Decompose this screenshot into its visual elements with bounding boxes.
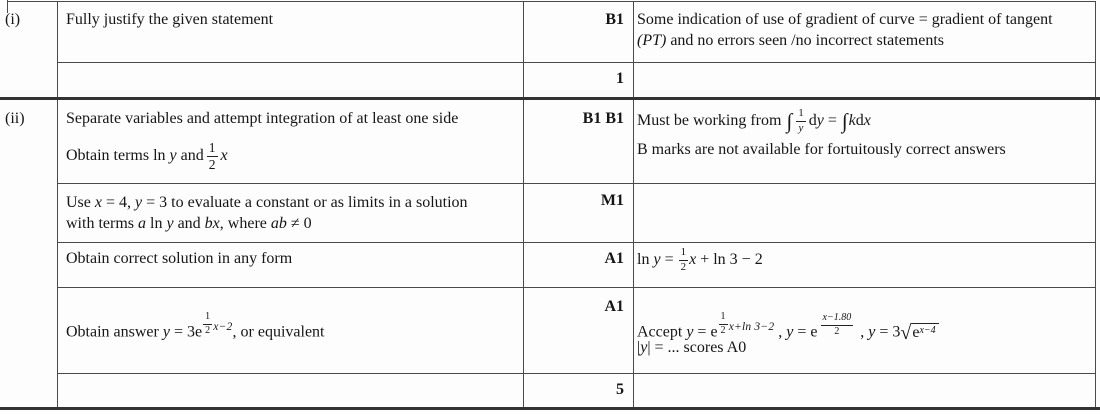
text-fragment: with terms [66,215,138,232]
text-fragment: = e [693,323,718,341]
grid-line-top [7,1,1096,2]
exponent [202,311,233,336]
math-var: y [135,194,143,211]
criterion-r3-line1: Separate variables and attempt integration of at least one side [66,110,459,127]
text-fragment: = 3 [875,323,901,341]
criterion-r4 [66,192,516,234]
frac-numerator: 1 [207,141,218,157]
math-var: ab [270,215,287,232]
text-fragment: Use [66,194,95,211]
math-var: y [166,215,174,232]
text-fragment: and [176,147,204,164]
grid-line-row6 [57,373,1096,374]
criterion-r5: Obtain correct solution in any form [66,250,293,267]
text-fragment: , where [219,215,271,232]
total-part-i: 1 [616,70,624,87]
frac-numerator: 1 [203,312,212,325]
total-part-ii: 5 [616,381,624,398]
grid-line-row3 [57,183,1096,184]
grid-line-row4 [57,242,1096,243]
fraction-half [679,247,689,273]
text-fragment: and [173,215,205,232]
text-fragment: = [660,251,678,268]
math-var: y [868,323,876,341]
text-fragment: | [637,339,641,356]
math-var: y [653,251,661,268]
integral-sign: ∫ [841,109,848,133]
grid-line-row5 [57,287,1096,288]
guidance-r3-line1 [637,106,871,136]
square-root [900,322,938,345]
grid-line-bottom [0,407,1100,410]
math-var: x [220,147,228,164]
fraction-half [203,312,212,336]
exponent [718,311,775,336]
criterion-r3-line2 [66,138,228,174]
grid-line-row1 [57,62,1096,63]
radical-sign: √ [900,321,912,344]
math-var: y [786,323,794,341]
text-fragment: + ln 3 − 2 [696,251,763,268]
exponent-rest: x−2 [213,320,233,333]
grid-line-section [0,97,1100,100]
math-var: k [848,112,856,129]
text-fragment: Accept [637,323,687,341]
text-fragment: , [856,323,869,341]
exponent-rest: x+ln 3−2 [728,320,775,333]
guidance-r1-pt: (PT) [637,32,667,49]
mark-r5: A1 [604,250,624,267]
mark-r4: M1 [600,192,624,209]
text-fragment: = 4, [102,194,136,211]
guidance-r3-line2: B marks are not available for fortuitously correct answers [637,141,1006,158]
text-fragment: ln [146,215,167,232]
guidance-r1-line2: and no errors seen /no incorrect statements [666,32,945,49]
part-label-i: (i) [5,11,21,28]
fraction-half [207,141,218,172]
frac-denominator: 2 [208,156,216,172]
text-fragment: ln [637,251,654,268]
text-fragment: ≠ 0 [286,215,312,232]
math-var: y [169,147,177,164]
fraction-half [719,312,728,336]
text-fragment: d [855,112,864,129]
fraction-one-over-y [796,108,806,134]
math-var: a [138,215,146,232]
text-fragment: = e [793,323,818,341]
text-fragment: Obtain terms ln [66,147,170,164]
frac-denominator: 2 [205,324,211,336]
text-fragment: , or equivalent [232,323,325,341]
frac-numerator: 1 [719,312,728,325]
math-var: y [686,323,694,341]
text-fragment: , [774,323,787,341]
text-fragment: = 3 to evaluate a constant or as limits in a solution [142,194,468,211]
mark-r3: B1 B1 [582,110,624,127]
text-fragment: = [823,112,841,129]
guidance-r1-line1: Some indication of use of gradient of curve = gradient of tangent [637,11,1053,28]
criterion-r1: Fully justify the given statement [66,11,274,28]
mark-r1: B1 [605,11,624,28]
math-var: x [689,251,697,268]
math-var: y [162,323,170,341]
math-var: x [863,112,871,129]
frac-numerator: 1 [679,247,689,261]
frac-denominator: y [798,121,804,134]
fraction-exponent [821,313,854,337]
guidance-r5 [637,246,763,274]
frac-denominator: 2 [834,325,840,337]
exponent [818,312,857,337]
text-fragment: | = ... scores A0 [647,339,747,356]
exponent-rest: x−4 [919,324,936,336]
frac-denominator: 2 [720,324,726,336]
guidance-r1 [637,9,1089,51]
text-fragment: e [912,323,920,341]
math-var: y [816,112,824,129]
criterion-r6 [66,312,324,342]
frac-numerator: x−1.80 [821,313,854,326]
frac-denominator: 2 [680,260,687,273]
math-var: bx [204,215,220,232]
integral-sign: ∫ [786,109,793,133]
radicand [911,323,938,341]
text-fragment: Obtain answer [66,323,163,341]
text-fragment: = 3e [169,323,203,341]
part-label-ii: (ii) [5,110,25,127]
text-fragment: Must be working from [637,112,786,129]
math-var: x [94,194,102,211]
math-var: y [640,339,648,356]
text-fragment: d [808,112,817,129]
guidance-r6-line2 [637,339,746,357]
frac-numerator: 1 [796,108,806,122]
mark-r6: A1 [604,298,624,315]
